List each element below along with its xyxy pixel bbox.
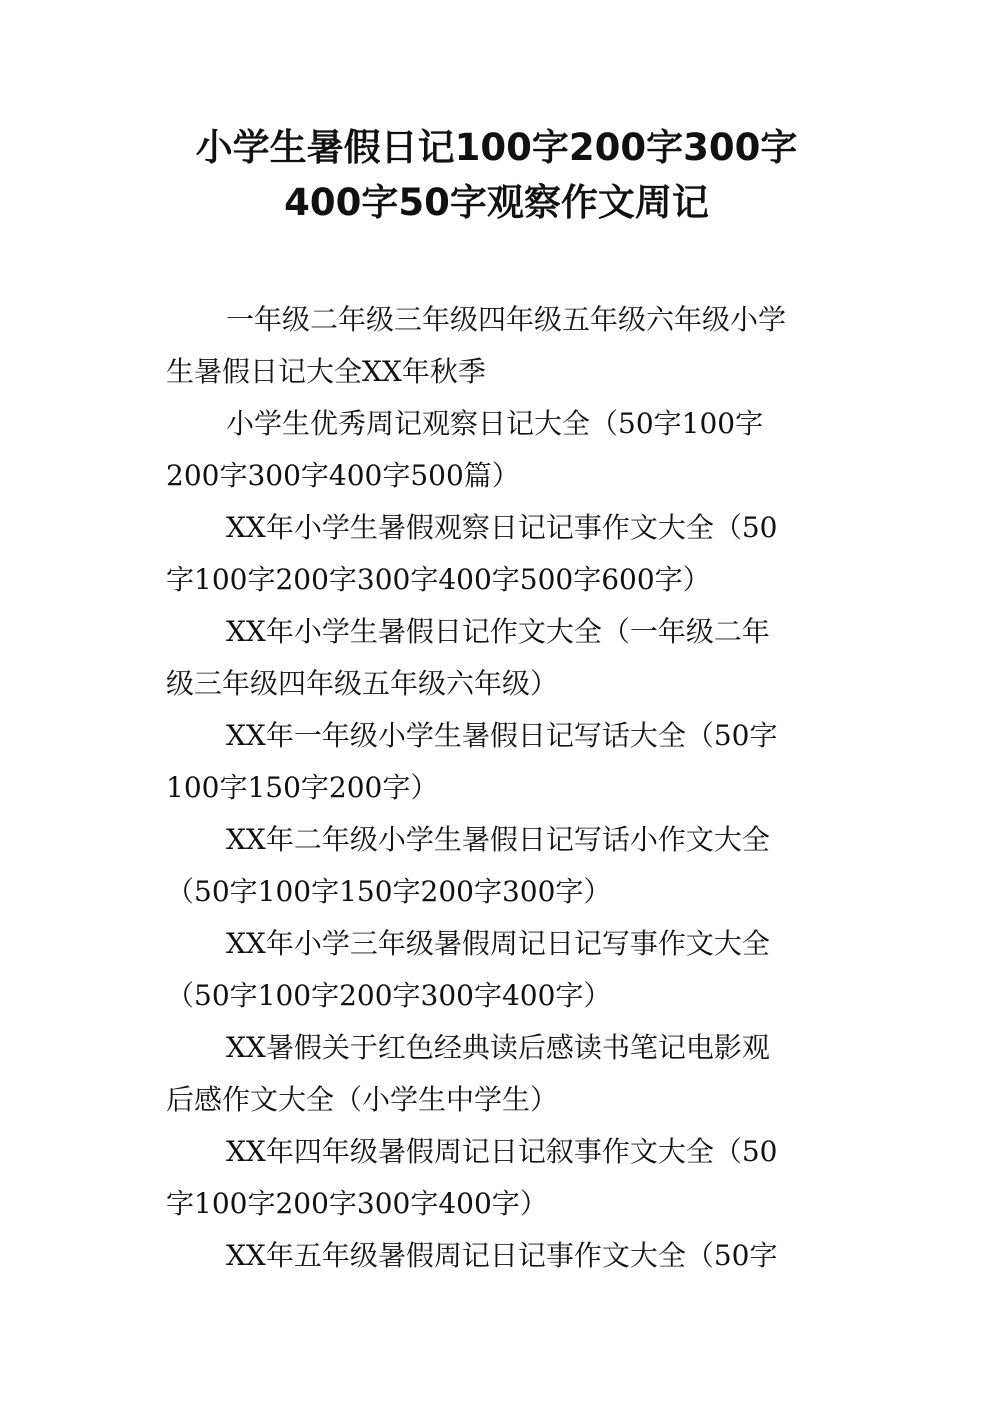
- paragraph-line: XX暑假关于红色经典读后感读书笔记电影观: [226, 1031, 770, 1064]
- paragraph-line: XX年小学生暑假观察日记记事作文大全（50: [226, 511, 778, 544]
- paragraph: [166, 606, 828, 710]
- paragraph-line: 后感作文大全（小学生中学生）: [166, 1083, 559, 1116]
- paragraph-line: XX年一年级小学生暑假日记写话大全（50字: [226, 719, 778, 752]
- paragraph-line: 生暑假日记大全XX年秋季: [166, 355, 486, 388]
- paragraph-line: 一年级二年级三年级四年级五年级六年级小学: [226, 303, 787, 336]
- paragraph-line: 字100字200字300字400字）: [166, 1187, 548, 1220]
- title-line-1: 小学生暑假日记100字200字300字: [195, 126, 798, 169]
- paragraph-line: （50字100字150字200字300字）: [166, 875, 612, 908]
- paragraph: [166, 1022, 828, 1126]
- paragraph: [166, 1126, 828, 1230]
- paragraph: [166, 294, 828, 398]
- paragraph-line: XX年小学三年级暑假周记日记写事作文大全: [226, 927, 770, 960]
- paragraph: [166, 918, 828, 1022]
- paragraph-line: （50字100字200字300字400字）: [166, 979, 612, 1012]
- document-body: [166, 294, 828, 1282]
- paragraph-line: 100字150字200字）: [166, 771, 439, 804]
- paragraph-line: 200字300字400字500篇）: [166, 459, 520, 492]
- paragraph: [166, 1230, 828, 1282]
- paragraph-line: XX年小学生暑假日记作文大全（一年级二年: [226, 615, 770, 648]
- document-title: [0, 120, 993, 230]
- paragraph: [166, 710, 828, 814]
- paragraph: [166, 398, 828, 502]
- title-line-2: 400字50字观察作文周记: [284, 181, 709, 224]
- paragraph: [166, 502, 828, 606]
- paragraph-line: XX年二年级小学生暑假日记写话小作文大全: [226, 823, 770, 856]
- paragraph-line: XX年四年级暑假周记日记叙事作文大全（50: [226, 1135, 778, 1168]
- paragraph: [166, 814, 828, 918]
- paragraph-line: 级三年级四年级五年级六年级）: [166, 667, 559, 700]
- paragraph-line: 字100字200字300字400字500字600字）: [166, 563, 711, 596]
- paragraph-line: 小学生优秀周记观察日记大全（50字100字: [226, 407, 764, 440]
- paragraph-line: XX年五年级暑假周记日记事作文大全（50字: [226, 1239, 778, 1272]
